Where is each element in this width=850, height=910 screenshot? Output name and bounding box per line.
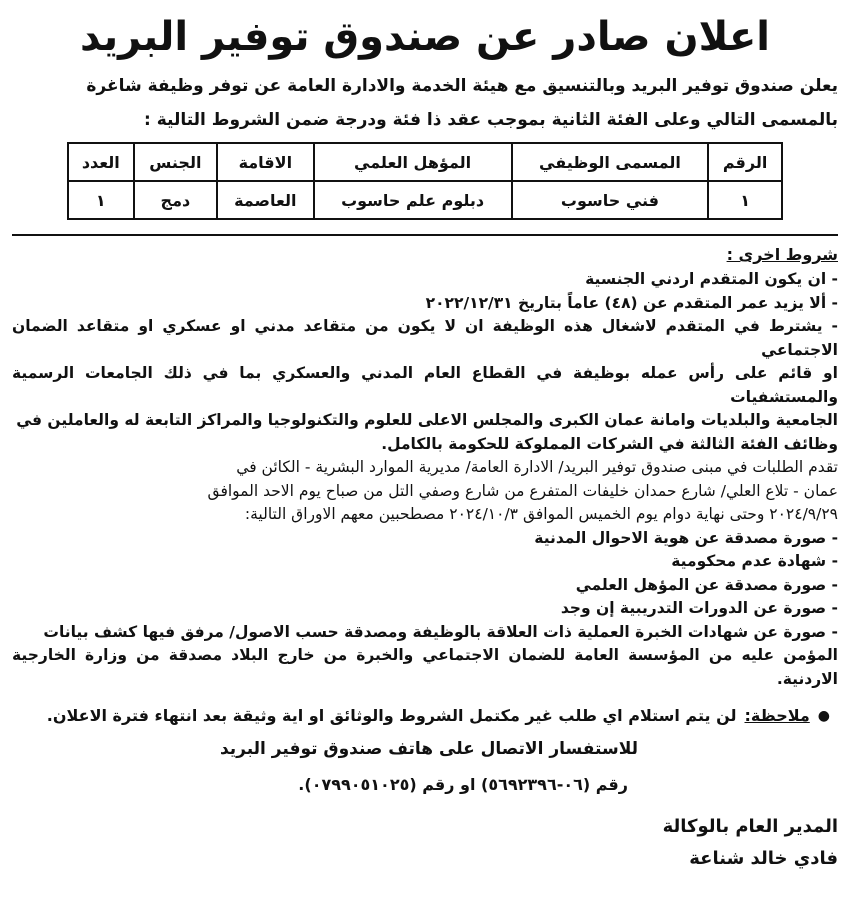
signature-name: فادي خالد شناعة xyxy=(689,848,838,869)
condition-item: - يشترط في المتقدم لاشغال هذه الوظيفة ان لا يكون من متقاعد مدني او عسكري او متقاعد الضمان الاجتماعي xyxy=(12,317,838,359)
header-number: الرقم xyxy=(708,143,782,181)
cell-gender: دمج xyxy=(134,181,217,219)
table-row xyxy=(68,181,782,219)
condition-item: - ألا يزيد عمر المتقدم عن (٤٨) عاماً بتاريخ ٢٠٢٢/١٢/٣١ xyxy=(425,293,838,312)
submission-line: عمان - تلاع العلي/ شارع حمدان خليفات المتفرع من شارع وصفي التل من صباح يوم الاحد الموافق xyxy=(207,481,838,500)
header-residence: الاقامة xyxy=(217,143,313,181)
cell-job-title: فني حاسوب xyxy=(512,181,709,219)
header-job-title: المسمى الوظيفي xyxy=(512,143,709,181)
contact-line: للاستفسار الاتصال على هاتف صندوق توفير البريد xyxy=(219,739,638,759)
header-gender: الجنس xyxy=(134,143,217,181)
condition-item: - ان يكون المتقدم اردني الجنسية xyxy=(585,270,838,288)
note-text: لن يتم استلام اي طلب غير مكتمل الشروط والوثائق او اية وثيقة بعد انتهاء فترة الاعلان. xyxy=(46,706,737,725)
note-label: ملاحظة: xyxy=(744,706,810,725)
submission-line: ٢٠٢٤/٩/٢٩ وحتى نهاية دوام يوم الخميس الموافق ٢٠٢٤/١٠/٣ مصطحبين معهم الاوراق التالية: xyxy=(244,505,838,523)
bullet-icon: ● xyxy=(817,708,830,724)
document-item: - شهادة عدم محكومية xyxy=(671,552,838,570)
condition-item: او قائم على رأس عمله بوظيفة في القطاع العام المدني والعسكري بما في ذلك الجامعات الرسمية والمستشفيات xyxy=(12,364,838,406)
condition-item: الجامعية والبلديات وامانة عمان الكبرى والمجلس الاعلى للعلوم والتكنولوجيا والمراكز التابعة له والعاملين في xyxy=(16,411,838,429)
cell-number: ١ xyxy=(708,181,782,219)
document-item: - صورة مصدقة عن هوية الاحوال المدنية xyxy=(534,528,838,547)
conditions-heading: شروط اخرى : xyxy=(726,245,838,264)
note xyxy=(12,703,838,729)
header-qualification: المؤهل العلمي xyxy=(314,143,512,181)
cell-count: ١ xyxy=(68,181,134,219)
announcement-title: اعلان صادر عن صندوق توفير البريد xyxy=(80,14,770,60)
document-item: - صورة عن الدورات التدريبية إن وجد xyxy=(560,599,838,617)
signature-role: المدير العام بالوكالة xyxy=(662,816,838,837)
intro-line-1: يعلن صندوق توفير البريد وبالتنسيق مع هيئة الخدمة والادارة العامة عن توفر وظيفة شاغرة xyxy=(86,76,838,96)
header-count: العدد xyxy=(68,143,134,181)
cell-qualification: دبلوم علم حاسوب xyxy=(314,181,512,219)
cell-residence: العاصمة xyxy=(217,181,313,219)
submission-line: تقدم الطلبات في مبنى صندوق توفير البريد/ الادارة العامة/ مديرية الموارد البشرية - الكائن في xyxy=(236,458,838,476)
condition-item: وظائف الفئة الثالثة في الشركات المملوكة للحكومة بالكامل. xyxy=(381,434,838,453)
section-divider xyxy=(12,234,838,236)
contact-phones: رقم (٠٦-٥٦٩٢٣٩٦) او رقم (٠٧٩٩٠٥١٠٢٥). xyxy=(298,775,628,794)
vacancy-table xyxy=(67,142,783,220)
table-header-row xyxy=(68,143,782,181)
intro-line-2: بالمسمى التالي وعلى الفئة الثانية بموجب عقد ذا فئة ودرجة ضمن الشروط التالية : xyxy=(144,110,838,130)
document-item: المؤمن عليه من المؤسسة العامة للضمان الاجتماعي والخبرة من خارج البلاد مصدقة من وزارة الخارجية الاردنية. xyxy=(12,646,838,688)
document-item: - صورة عن شهادات الخبرة العملية ذات العلاقة بالوظيفة ومصدقة حسب الاصول/ مرفق فيها كشف بيانات xyxy=(43,622,838,641)
document-item: - صورة مصدقة عن المؤهل العلمي xyxy=(575,575,838,594)
